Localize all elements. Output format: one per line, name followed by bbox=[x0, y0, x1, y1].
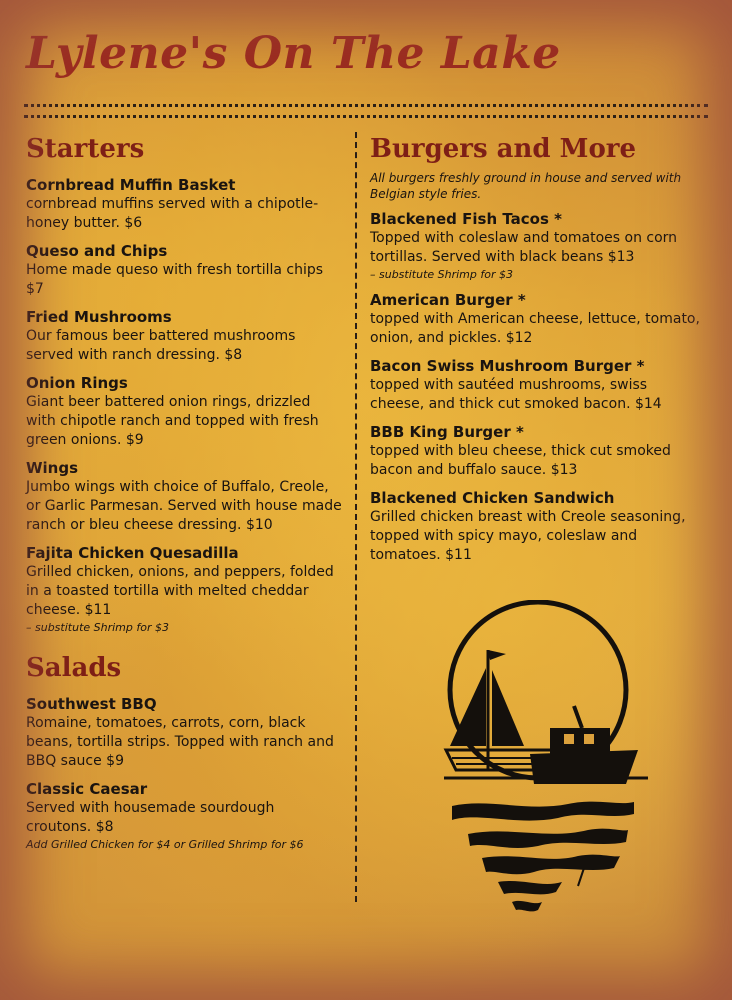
column-divider bbox=[355, 132, 357, 902]
burgers-heading: Burgers and More bbox=[370, 134, 637, 164]
menu-item bbox=[370, 357, 700, 414]
item-description: topped with American cheese, lettuce, tomato, onion, and pickles. $12 bbox=[370, 311, 700, 346]
salads-heading: Salads bbox=[26, 653, 122, 683]
menu-item bbox=[370, 489, 700, 565]
item-name: Fajita Chicken Quesadilla bbox=[26, 544, 239, 562]
left-column bbox=[26, 134, 344, 861]
item-name: Onion Rings bbox=[26, 374, 128, 392]
menu-item bbox=[370, 210, 700, 282]
item-description: topped with bleu cheese, thick cut smoked bacon and buffalo sauce. $13 bbox=[370, 443, 671, 478]
item-description: Grilled chicken, onions, and peppers, folded in a toasted tortilla with melted cheddar cheese. $11 bbox=[26, 564, 334, 618]
item-description: Our famous beer battered mushrooms served with ranch dressing. $8 bbox=[26, 328, 296, 363]
item-description: Home made queso with fresh tortilla chips $7 bbox=[26, 262, 324, 297]
sailboat-sunset-icon bbox=[438, 600, 658, 920]
item-name: BBB King Burger * bbox=[370, 423, 524, 441]
item-description: Giant beer battered onion rings, drizzled with chipotle ranch and topped with fresh green onions. $9 bbox=[26, 394, 319, 448]
menu-item bbox=[370, 423, 700, 480]
item-name: American Burger * bbox=[370, 291, 526, 309]
item-note: – substitute Shrimp for $3 bbox=[26, 621, 169, 634]
item-name: Queso and Chips bbox=[26, 242, 168, 260]
item-description: Served with housemade sourdough croutons. $8 bbox=[26, 800, 275, 835]
item-description: Topped with coleslaw and tomatoes on corn tortillas. Served with black beans $13 bbox=[370, 230, 678, 265]
menu-item bbox=[370, 291, 700, 348]
menu-item bbox=[26, 695, 344, 771]
item-description: Grilled chicken breast with Creole seasoning, topped with spicy mayo, coleslaw and tomatoes. $11 bbox=[370, 509, 686, 563]
item-note: Add Grilled Chicken for $4 or Grilled Shrimp for $6 bbox=[26, 838, 304, 851]
menu-item bbox=[26, 780, 344, 852]
item-name: Blackened Chicken Sandwich bbox=[370, 489, 615, 507]
restaurant-title: Lylene's On The Lake bbox=[26, 28, 561, 79]
menu-item bbox=[26, 374, 344, 450]
dotted-divider bbox=[24, 104, 708, 118]
menu-item bbox=[26, 308, 344, 365]
item-note: – substitute Shrimp for $3 bbox=[370, 268, 513, 281]
item-description: topped with sautéed mushrooms, swiss cheese, and thick cut smoked bacon. $14 bbox=[370, 377, 662, 412]
item-description: Romaine, tomatoes, carrots, corn, black beans, tortilla strips. Topped with ranch and BBQ sauce $9 bbox=[26, 715, 334, 769]
burgers-subtitle: All burgers freshly ground in house and served with Belgian style fries. bbox=[370, 171, 682, 201]
item-name: Fried Mushrooms bbox=[26, 308, 172, 326]
item-name: Wings bbox=[26, 459, 79, 477]
starters-heading: Starters bbox=[26, 134, 145, 164]
item-description: Jumbo wings with choice of Buffalo, Creole, or Garlic Parmesan. Served with house made ranch or bleu cheese dressing. $10 bbox=[26, 479, 342, 533]
menu-item bbox=[26, 544, 344, 635]
item-name: Cornbread Muffin Basket bbox=[26, 176, 236, 194]
item-name: Blackened Fish Tacos * bbox=[370, 210, 562, 228]
right-column bbox=[370, 134, 700, 574]
menu-item bbox=[26, 459, 344, 535]
menu-item bbox=[26, 176, 344, 233]
item-name: Classic Caesar bbox=[26, 780, 148, 798]
item-description: cornbread muffins served with a chipotle-honey butter. $6 bbox=[26, 196, 319, 231]
menu-item bbox=[26, 242, 344, 299]
item-name: Southwest BBQ bbox=[26, 695, 157, 713]
item-name: Bacon Swiss Mushroom Burger * bbox=[370, 357, 645, 375]
